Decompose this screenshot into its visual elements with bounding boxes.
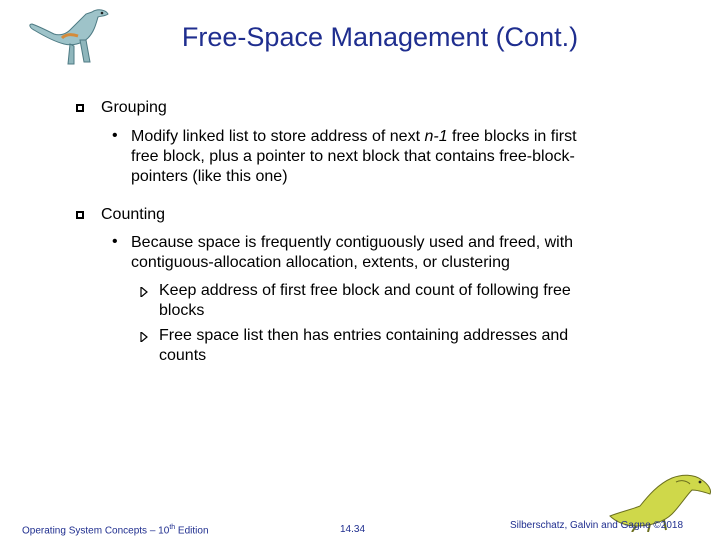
dot-bullet-icon: • xyxy=(112,233,118,250)
section-counting xyxy=(76,206,166,226)
dinosaur-logo-icon xyxy=(22,4,118,76)
section-heading: Counting xyxy=(101,206,166,223)
section-grouping xyxy=(76,99,167,119)
square-bullet-icon xyxy=(76,104,86,114)
footer-copyright: Silberschatz, Galvin and Gagne ©2018 xyxy=(510,520,684,531)
square-bullet-icon xyxy=(76,211,86,221)
footer-page-number: 14.34 xyxy=(340,524,366,535)
dot-bullet-icon: • xyxy=(112,127,118,144)
triangle-arrow-icon xyxy=(140,332,148,342)
triangle-arrow-icon xyxy=(140,287,148,297)
item-text: Keep address of first free block and count of following free blocks xyxy=(159,282,571,319)
item-text: Modify linked list to store address of next n-1 free blocks in first free block, plus a pointer to next block that contains free-block- pointers (like this one) xyxy=(131,128,577,185)
item-text: Free space list then has entries containing addresses and counts xyxy=(159,327,569,364)
slide-title: Free-Space Management (Cont.) xyxy=(181,22,579,52)
item-text: Because space is frequently contiguously used and freed, with contiguous-allocation allocation, extents, or clustering xyxy=(131,234,574,271)
footer-book-title: Operating System Concepts – 10th Edition xyxy=(22,524,209,537)
section-heading: Grouping xyxy=(101,99,167,116)
